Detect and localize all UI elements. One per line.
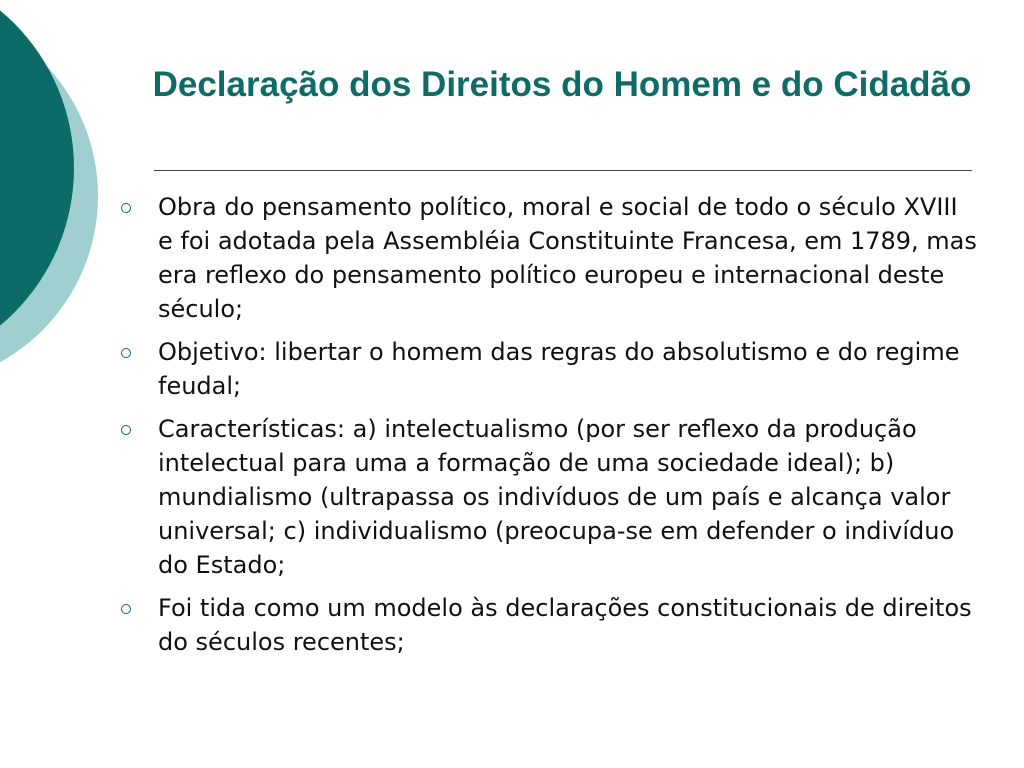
- slide-title: Declaração dos Direitos do Homem e do Cidadão: [152, 65, 972, 104]
- bullet-item-2: [118, 335, 978, 403]
- hollow-circle-bullet-icon: [121, 425, 131, 435]
- bullet-item-4: [118, 591, 978, 659]
- bullet-item-1: [118, 190, 978, 326]
- hollow-circle-bullet-icon: [121, 348, 131, 358]
- hollow-circle-bullet-icon: [121, 604, 131, 614]
- bullet-text: Obra do pensamento político, moral e social de todo o século XVIII e foi adotada pela Assembléia Constituinte Francesa, em 1789, mas era reflexo do pensamento político europeu e internacional deste século;: [158, 193, 977, 323]
- title-divider: [154, 170, 972, 171]
- hollow-circle-bullet-icon: [121, 203, 131, 213]
- bullet-text: Objetivo: libertar o homem das regras do absolutismo e do regime feudal;: [158, 338, 960, 400]
- bullet-item-3: [118, 412, 978, 582]
- bullet-text: Foi tida como um modelo às declarações constitucionais de direitos do séculos recentes;: [158, 594, 972, 656]
- bullet-list: [118, 190, 978, 668]
- bullet-text: Características: a) intelectualismo (por ser reflexo da produção intelectual para uma a formação de uma sociedade ideal); b) mundialismo (ultrapassa os indivíduos de um país e alcança valor universal; c) individualismo (preocupa-se em defender o indivíduo do Estado;: [158, 415, 955, 579]
